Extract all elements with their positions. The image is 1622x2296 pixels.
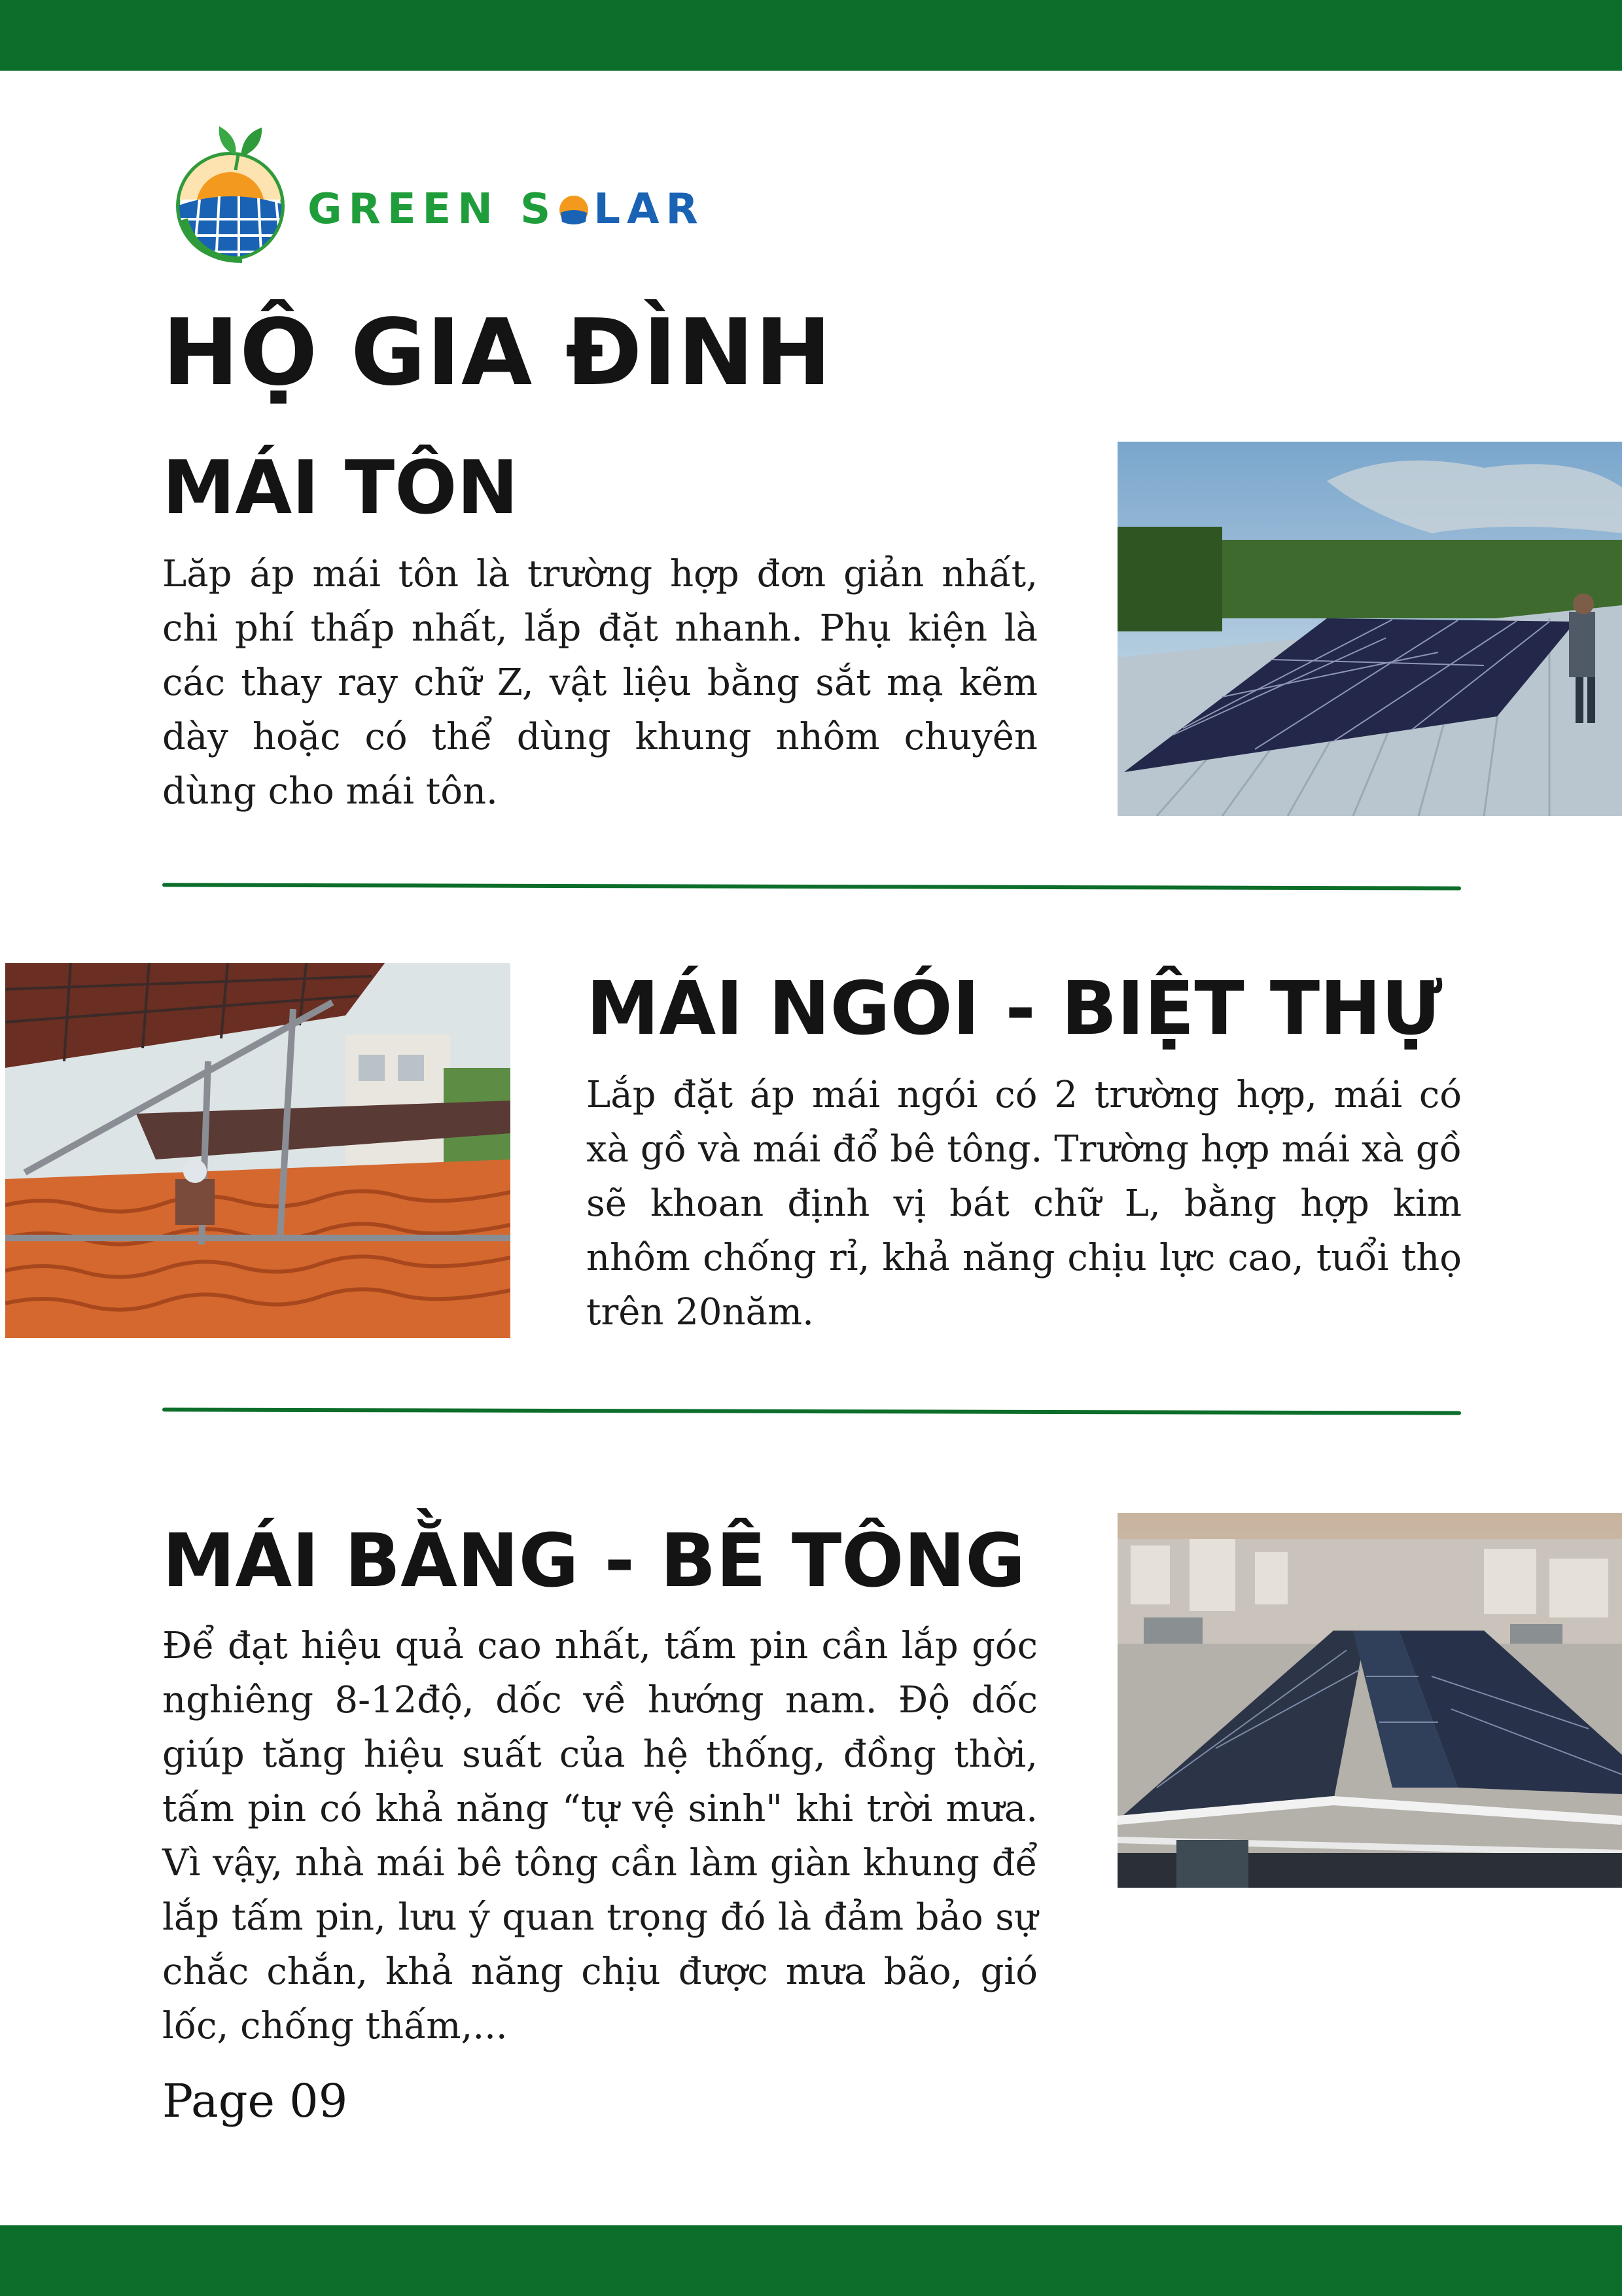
section-body-concrete-roof: Để đạt hiệu quả cao nhất, tấm pin cần lắp góc nghiêng 8-12độ, dốc về hướng nam. Độ dốc giúp tăng hiệu suất của hệ thống, đồng thời, tấm pin có khả năng “tự vệ sinh" khi trời mưa. Vì vậy, nhà mái bê tông cần làm giàn khung để lắp tấm pin, lưu ý quan trọng đó là đảm bảo sự chắc chắn, khả năng chịu được mưa bão, gió lốc, chống thấm,... [162, 1625, 1038, 2047]
logo-text-blue: LAR [593, 185, 705, 234]
section-body-tin-roof: Lăp áp mái tôn là trường hợp đơn giản nhất, chi phí thấp nhất, lắp đặt nhanh. Phụ kiện là các thay ray chữ Z, vật liệu bằng sắt mạ kẽm dày hoặc có thể dùng khung nhôm chuyên dùng cho mái tôn. [162, 553, 1038, 813]
section-heading-concrete-roof: MÁI BẰNG - BÊ TÔNG [162, 1519, 1026, 1604]
tin-roof-solar-photo [1118, 442, 1622, 816]
concrete-roof-solar-photo [1118, 1513, 1622, 1888]
page-title: HỘ GIA ĐÌNH [162, 300, 832, 406]
section-body-tile-roof: Lắp đặt áp mái ngói có 2 trường hợp, mái có xà gồ và mái đổ bê tông. Trường hợp mái xà gồ sẽ khoan định vị bát chữ L, bằng hợp kim nhôm chống rỉ, khả năng chịu lực cao, tuổi thọ trên 20năm. [586, 1074, 1462, 1333]
section-divider-1 [162, 883, 1461, 890]
top-green-band [0, 0, 1622, 71]
section-heading-tile-roof: MÁI NGÓI - BIỆT THỰ [586, 966, 1443, 1051]
bottom-green-band [0, 2225, 1622, 2296]
section-divider-2 [162, 1407, 1461, 1415]
logo-wordmark [308, 185, 705, 234]
logo-o-sun-icon [557, 185, 593, 234]
green-solar-logo [170, 108, 705, 272]
page-number: Page 09 [162, 2074, 348, 2128]
tile-roof-solar-photo [5, 963, 510, 1338]
section-heading-tin-roof: MÁI TÔN [162, 446, 519, 531]
sun-leaf-panel-icon [170, 108, 301, 272]
logo-text-green: GREEN S [308, 185, 557, 234]
